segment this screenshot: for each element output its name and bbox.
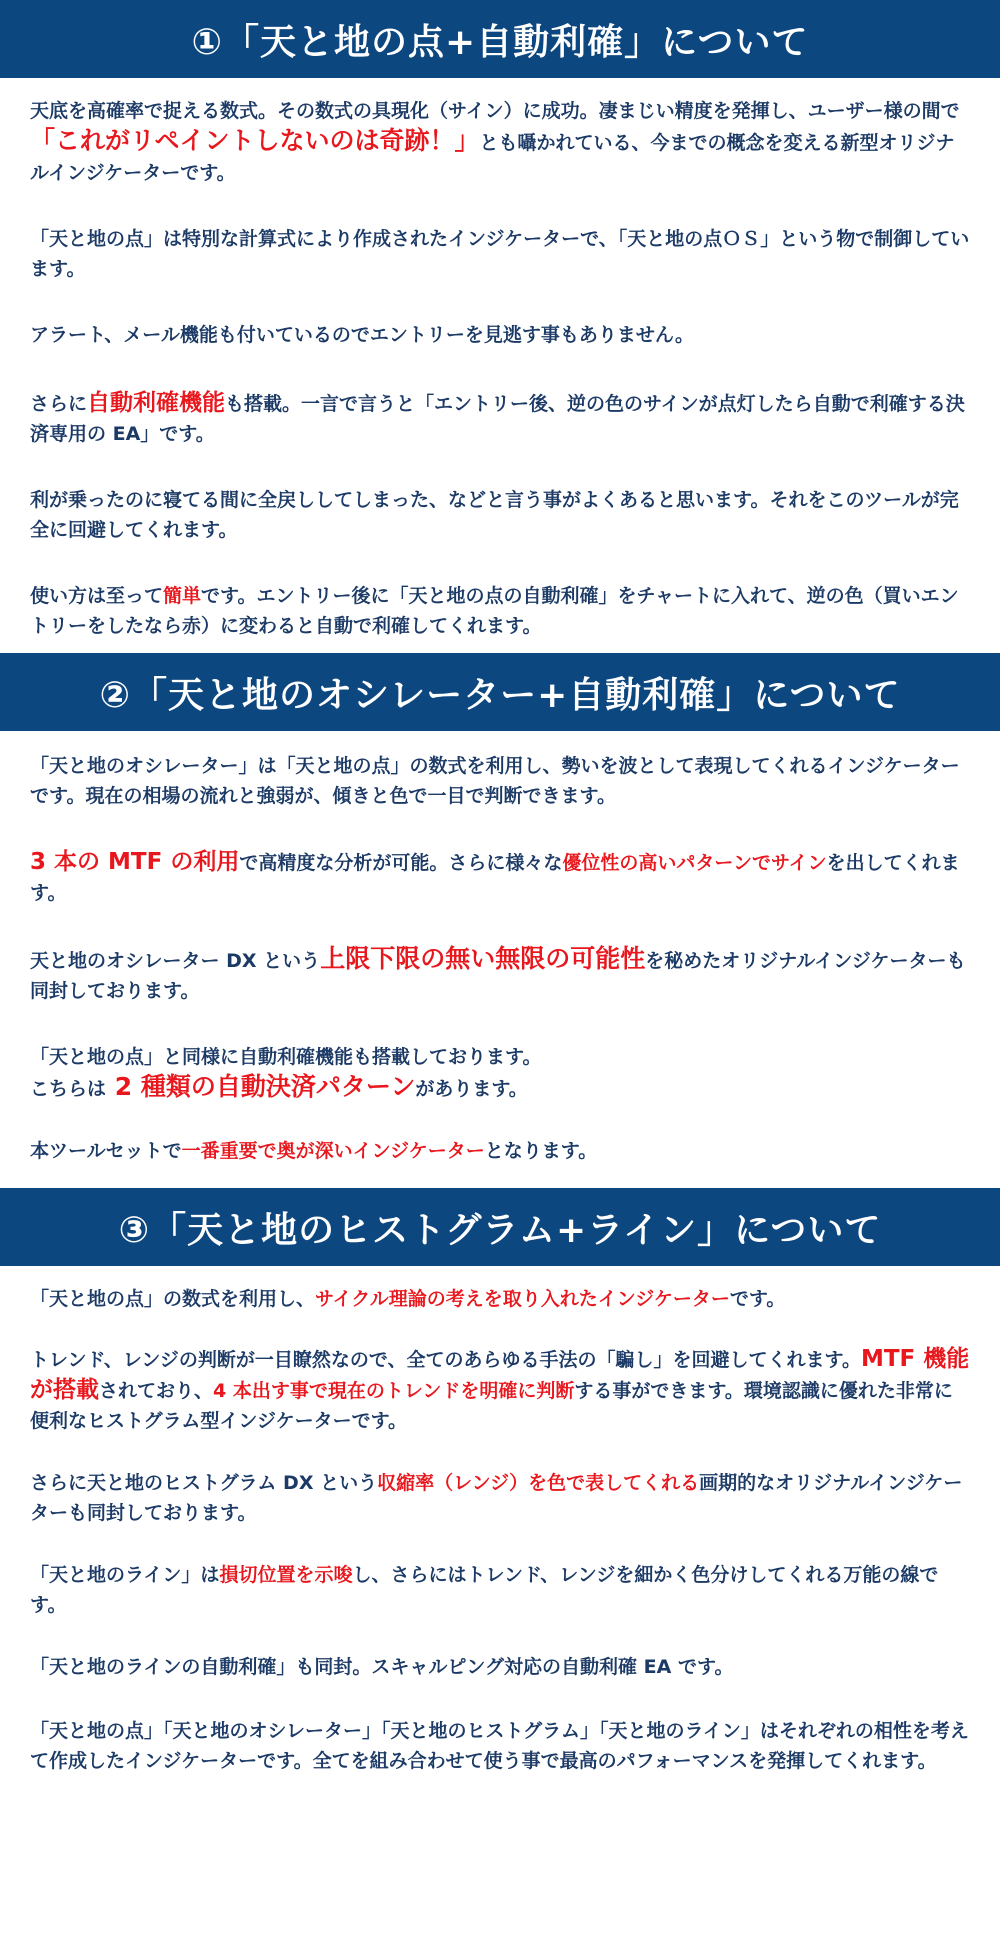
highlight-text: 優位性の高いパターンでサイン — [562, 852, 827, 874]
section-1-body — [0, 96, 1000, 641]
section-3-body — [0, 1284, 1000, 1776]
section-2-paragraph-3: 天と地のオシレーター DX という上限下限の無い無限の可能性を秘めたオリジナルインジケーターも同封しております。 — [30, 944, 966, 1002]
highlight-text: 3 本の MTF の利用 — [30, 849, 240, 875]
section-2-paragraph-5: 本ツールセットで一番重要で奥が深いインジケーターとなります。 — [30, 1140, 598, 1162]
section-2-paragraph-1: 「天と地のオシレーター」は「天と地の点」の数式を利用し、勢いを波として表現してくれるインジケーターです。現在の相場の流れと強弱が、傾きと色で一目で判断できます。 — [30, 755, 960, 807]
section-3-title: ③「天と地のヒストグラム+ライン」について — [118, 1209, 882, 1251]
highlight-text: MTF 機能が搭載 — [30, 1346, 970, 1403]
highlight-text: 損切位置を示唆 — [219, 1564, 353, 1586]
section-1-paragraph-6: 使い方は至って簡単です。エントリー後に「天と地の点の自動利確」をチャートに入れて、逆の色（買いエントリーをしたなら赤）に変わると自動で利確してくれます。 — [30, 585, 959, 637]
section-3-header — [0, 1188, 1000, 1266]
highlight-text: 「これがリペイントしないのは奇跡！」 — [30, 126, 480, 155]
section-1-title: ①「天と地の点+自動利確」について — [191, 21, 809, 63]
highlight-text: 収縮率（レンジ）を色で表してくれる — [377, 1472, 700, 1494]
section-3-paragraph-2: トレンド、レンジの判断が一目瞭然なので、全てのあらゆる手法の「騙し」を回避してくれます。MTF 機能が搭載されており、4 本出す事で現在のトレンドを明確に判断する事ができます。環境認識に優れた非常に便利なヒストグラム型インジケーターです。 — [30, 1346, 970, 1432]
highlight-text: 4 本出す事で現在のトレンドを明確に判断 — [213, 1380, 575, 1402]
section-2-header — [0, 653, 1000, 731]
highlight-text: サイクル理論の考えを取り入れたインジケーター — [315, 1288, 730, 1310]
section-2-title: ②「天と地のオシレーター+自動利確」について — [99, 674, 901, 716]
highlight-text: 簡単 — [163, 585, 202, 607]
section-3-paragraph-5: 「天と地のラインの自動利確」も同封。スキャルピング対応の自動利確 EA です。 — [30, 1656, 734, 1678]
section-1-paragraph-5: 利が乗ったのに寝てる間に全戻ししてしまった、などと言う事がよくあると思います。それをこのツールが完全に回避してくれます。 — [30, 489, 959, 541]
section-1-paragraph-1: 天底を高確率で捉える数式。その数式の具現化（サイン）に成功。凄まじい精度を発揮し、ユーザー様の間で「これがリペイントしないのは奇跡！」とも囁かれている、今までの概念を変える新型オリジナルインジケーターです。 — [30, 100, 960, 184]
section-1-paragraph-3: アラート、メール機能も付いているのでエントリーを見逃す事もありません。 — [30, 324, 695, 346]
section-1-header — [0, 0, 1000, 78]
section-3-paragraph-4: 「天と地のライン」は損切位置を示唆し、さらにはトレンド、レンジを細かく色分けしてくれる万能の線です。 — [30, 1564, 939, 1616]
section-3-paragraph-3: さらに天と地のヒストグラム DX という収縮率（レンジ）を色で表してくれる画期的なオリジナルインジケーターも同封しております。 — [30, 1472, 963, 1524]
section-2-paragraph-4: 「天と地の点」と同様に自動利確機能も搭載しております。 こちらは 2 種類の自動決済パターンがあります。 — [30, 1046, 542, 1101]
section-3-paragraph-6: 「天と地の点」「天と地のオシレーター」「天と地のヒストグラム」「天と地のライン」はそれぞれの相性を考えて作成したインジケーターです。全てを組み合わせて使う事で最高のパフォーマンスを発揮してくれます。 — [30, 1720, 969, 1772]
highlight-text: 2 種類の自動決済パターン — [106, 1072, 416, 1101]
highlight-text: 上限下限の無い無限の可能性 — [320, 944, 646, 973]
section-2-body — [0, 751, 1000, 1166]
section-3-paragraph-1: 「天と地の点」の数式を利用し、サイクル理論の考えを取り入れたインジケーターです。 — [30, 1288, 786, 1310]
highlight-text: 一番重要で奥が深いインジケーター — [181, 1140, 485, 1162]
section-1-paragraph-2: 「天と地の点」は特別な計算式により作成されたインジケーターで、「天と地の点ＯＳ」という物で制御しています。 — [30, 228, 970, 280]
section-1-paragraph-4: さらに自動利確機能も搭載。一言で言うと「エントリー後、逆の色のサインが点灯したら自動で利確する決済専用の EA」です。 — [30, 390, 965, 445]
highlight-text: 自動利確機能 — [87, 390, 226, 416]
section-2-paragraph-2: 3 本の MTF の利用で高精度な分析が可能。さらに様々な優位性の高いパターンでサインを出してくれます。 — [30, 849, 960, 904]
